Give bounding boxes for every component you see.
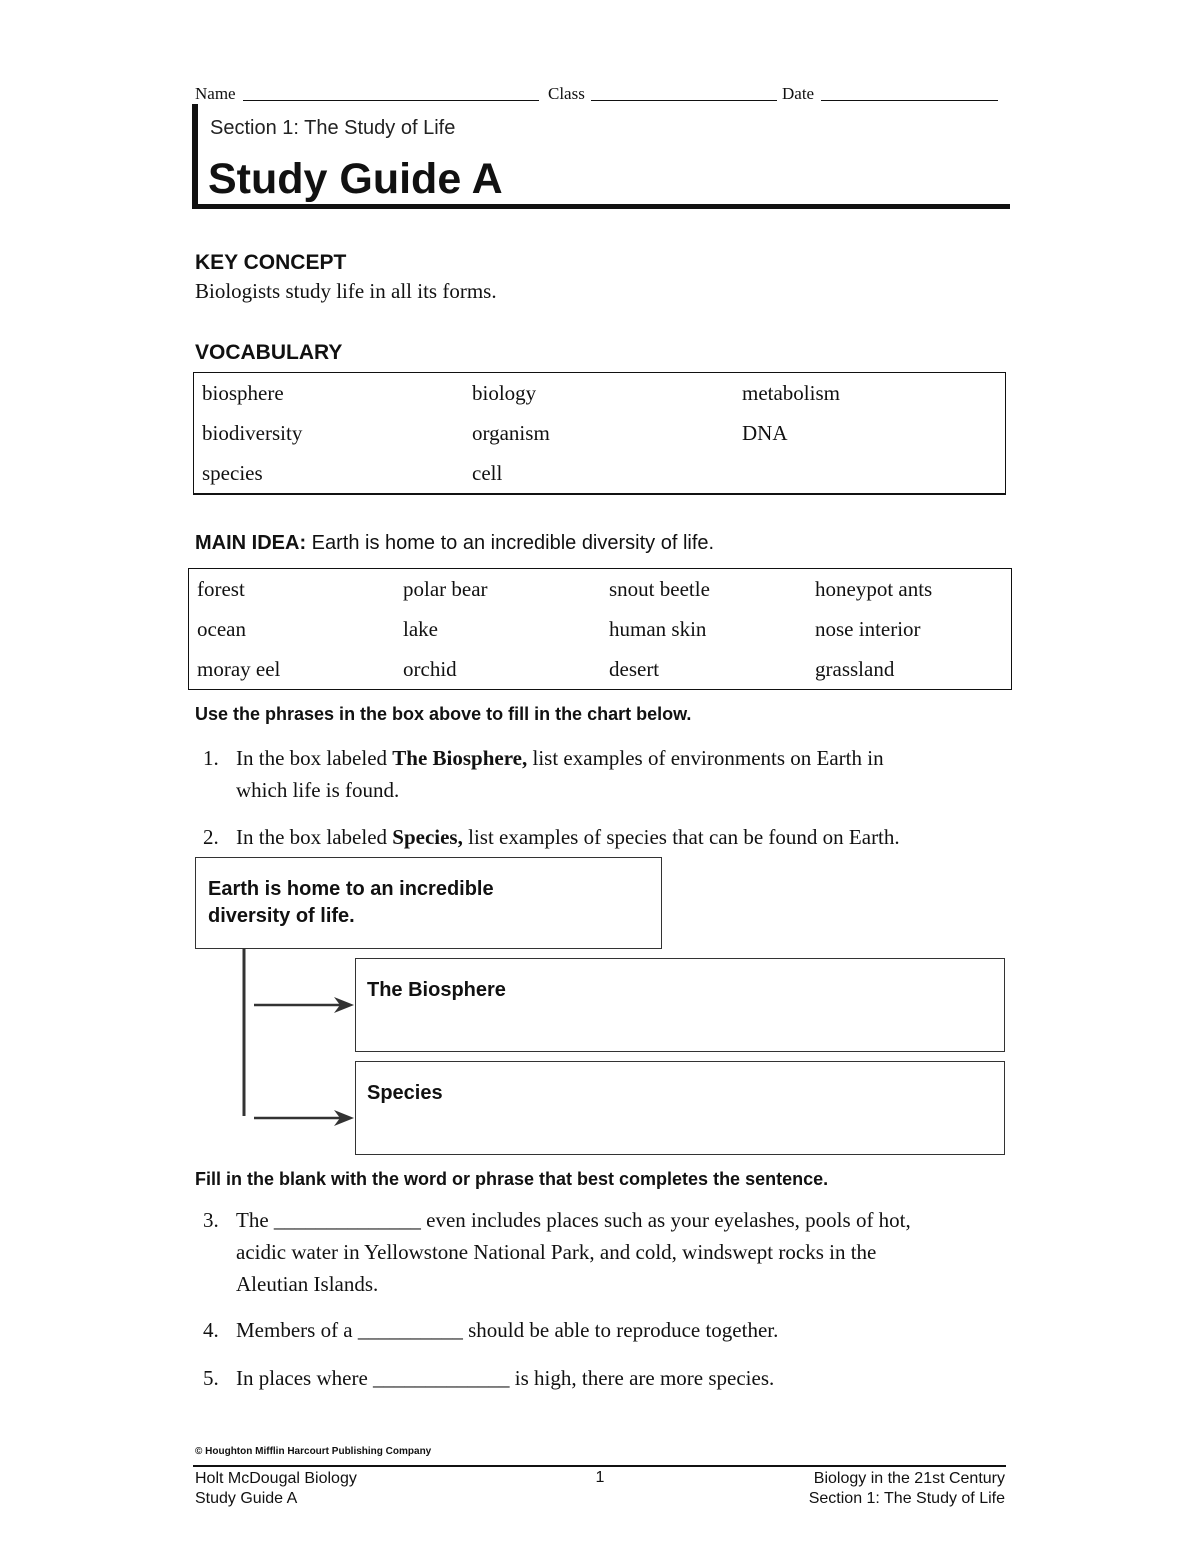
phrase-cell: desert (609, 656, 660, 681)
diversity-box-line: Earth is home to an incredible (208, 878, 494, 900)
page-title: Study Guide A (208, 155, 503, 203)
main-idea-table (188, 568, 1012, 690)
date-field[interactable] (821, 84, 998, 101)
phrase-cell: orchid (403, 656, 457, 681)
biosphere-box[interactable] (355, 958, 1005, 1052)
phrase-cell: grassland (815, 656, 895, 681)
name-class-date-row (195, 84, 1005, 106)
question-2 (203, 821, 1023, 853)
question-text: In the box labeled (236, 825, 393, 849)
table-row (194, 373, 1006, 414)
vocab-cell (734, 453, 1006, 494)
vocab-cell: biology (472, 380, 537, 405)
question-3 (203, 1204, 1013, 1300)
class-field[interactable] (591, 84, 777, 101)
instruction-fill-blank: Fill in the blank with the word or phrase that best completes the sentence. (195, 1169, 829, 1189)
phrase-cell: snout beetle (609, 576, 710, 601)
question-bold: Species, (392, 825, 463, 849)
vocab-cell: species (202, 460, 263, 485)
footer-guide-name: Study Guide A (195, 1490, 298, 1507)
question-1 (203, 742, 1003, 806)
question-number: 1. (203, 746, 219, 770)
vocabulary-table (193, 372, 1006, 495)
key-concept-heading: KEY CONCEPT (195, 251, 347, 274)
table-row (194, 453, 1006, 494)
title-bar-left (192, 104, 198, 209)
question-text: Members of a __________ should be able to reproduce together. (236, 1318, 779, 1342)
phrase-cell: human skin (609, 616, 707, 641)
species-box[interactable] (355, 1061, 1005, 1155)
question-text: The ______________ even includes places such as your eyelashes, pools of hot, (236, 1208, 911, 1232)
section-label: Section 1: The Study of Life (210, 117, 456, 139)
footer-right (705, 1469, 1005, 1509)
key-concept-text: Biologists study life in all its forms. (195, 279, 497, 303)
footer-rule (193, 1465, 1006, 1467)
question-number: 2. (203, 825, 219, 849)
name-field[interactable] (243, 84, 539, 101)
main-idea-line (195, 532, 714, 555)
vocab-cell: biodiversity (202, 420, 303, 445)
table-row (189, 569, 1012, 610)
question-number: 3. (203, 1208, 219, 1232)
vocab-cell: cell (472, 460, 503, 485)
phrase-cell: lake (403, 616, 438, 641)
footer-section: Section 1: The Study of Life (808, 1490, 1005, 1507)
table-row (189, 649, 1012, 690)
phrase-cell: moray eel (197, 656, 281, 681)
question-text: In places where _____________ is high, there are more species. (236, 1366, 775, 1390)
table-row (194, 413, 1006, 453)
question-text: Aleutian Islands. (236, 1272, 379, 1296)
date-label: Date (782, 84, 815, 103)
table-row (189, 609, 1012, 649)
question-number: 4. (203, 1318, 219, 1342)
question-text: list examples of species that can be found on Earth. (462, 825, 900, 849)
question-number: 5. (203, 1366, 219, 1390)
footer-book-title: Holt McDougal Biology (195, 1470, 357, 1487)
diversity-box (195, 857, 662, 949)
biosphere-box-label: The Biosphere (367, 979, 506, 1001)
question-4 (203, 1314, 1013, 1346)
phrase-cell: nose interior (815, 616, 921, 641)
main-idea-text: Earth is home to an incredible diversity of life. (306, 532, 715, 554)
vocab-cell: organism (472, 420, 550, 445)
diversity-box-label (208, 876, 494, 930)
phrase-cell: polar bear (403, 576, 488, 601)
vocab-cell: DNA (742, 420, 788, 445)
main-idea-label: MAIN IDEA: (195, 532, 307, 554)
class-label: Class (548, 84, 585, 103)
copyright: © Houghton Mifflin Harcourt Publishing Company (195, 1446, 432, 1457)
species-box-label: Species (367, 1082, 443, 1104)
vocab-cell: biosphere (202, 380, 284, 405)
instruction-chart: Use the phrases in the box above to fill in the chart below. (195, 704, 692, 724)
question-text: In the box labeled (236, 746, 393, 770)
vocabulary-heading: VOCABULARY (195, 341, 343, 364)
question-text: acidic water in Yellowstone National Park, and cold, windswept rocks in the (236, 1240, 877, 1264)
phrase-cell: honeypot ants (815, 576, 933, 601)
page-number: 1 (595, 1469, 605, 1486)
phrase-cell: forest (197, 576, 245, 601)
vocab-cell: metabolism (742, 380, 840, 405)
footer-chapter: Biology in the 21st Century (813, 1470, 1005, 1487)
diversity-box-line: diversity of life. (208, 905, 355, 927)
question-5 (203, 1362, 1013, 1394)
phrase-cell: ocean (197, 616, 246, 641)
question-text: which life is found. (236, 778, 400, 802)
name-label: Name (195, 84, 236, 103)
question-bold: The Biosphere, (392, 746, 528, 770)
diagram-connectors (230, 948, 360, 1128)
footer-left (195, 1469, 357, 1509)
title-rule (192, 204, 1010, 209)
question-text: list examples of environments on Earth in (527, 746, 884, 770)
